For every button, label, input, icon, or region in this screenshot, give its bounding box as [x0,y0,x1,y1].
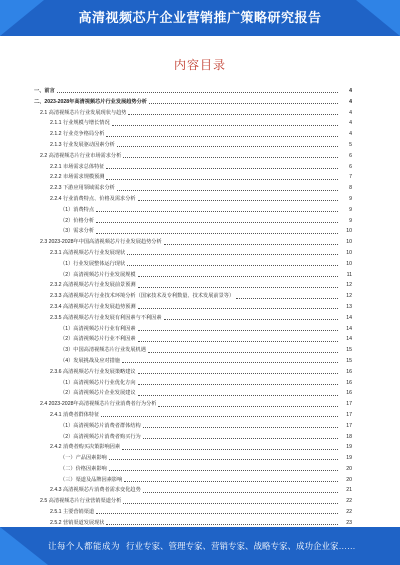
toc-leader-dots [128,113,338,115]
toc-entry-page: 4 [349,120,352,127]
toc-leader-dots [109,458,338,460]
toc-entry-page: 17 [346,422,352,429]
toc-leader-dots [143,437,338,439]
toc-entry-label: （1）行业发展整体运行现状 [60,260,126,267]
toc-entry[interactable] [34,421,352,432]
toc-entry-label: 2.5.1 主要营销渠道 [50,509,95,516]
footer-slogan-left: 让每个人都能成为 [48,541,121,551]
toc-entry-label: 2.3.2 高清视频芯片行业发展前景预测 [50,282,136,289]
toc-entry[interactable] [34,410,352,421]
toc-entry[interactable] [34,453,352,464]
toc-entry-label: （1）消费特点 [60,206,95,213]
toc-entry-page: 15 [346,347,352,354]
toc-leader-dots [138,340,338,342]
toc-entry[interactable] [34,259,352,270]
toc-entry[interactable] [34,118,352,129]
toc-entry-page: 16 [346,379,352,386]
toc-entry[interactable] [34,324,352,335]
toc-entry-page: 14 [346,325,352,332]
report-title: 高清视频芯片企业营销推广策略研究报告 [78,10,322,25]
toc-entry-label: （2）高清视频芯片行业发展规模 [60,271,136,278]
toc-leader-dots [112,124,338,126]
toc-entry-page: 14 [346,336,352,343]
toc-entry[interactable] [34,464,352,475]
toc-entry[interactable] [34,86,352,97]
toc-entry-page: 17 [346,411,352,418]
toc-entry[interactable] [34,237,352,248]
toc-leader-dots [122,361,338,363]
toc-entry[interactable] [34,291,352,302]
toc-entry-label: （4）发展挑战及应对措施 [60,357,120,364]
header-banner [0,0,400,36]
toc-entry-page: 11 [346,271,352,278]
toc-entry-label: 二、2023-2028年高清视频芯片行业发展趋势分析 [34,98,147,105]
toc-entry-label: 一、前言 [34,88,55,94]
toc-entry-page: 8 [349,185,352,192]
toc-entry-page: 21 [346,487,352,494]
toc-leader-dots [101,415,338,417]
toc-leader-dots [236,297,338,299]
toc-entry-label: （3）需求分析 [60,228,95,235]
toc-entry-page: 12 [346,293,352,300]
toc-entry-label: 2.4.3 高清视频芯片消费者需求变化趋势 [50,487,141,494]
toc-entry[interactable] [34,108,352,119]
toc-entry-page: 10 [346,260,352,267]
toc-entry-label: （二）价格因素影响 [60,465,107,472]
toc-entry[interactable] [34,270,352,281]
toc-entry-page: 10 [346,228,352,235]
table-of-contents [34,86,352,539]
toc-entry-page: 14 [346,314,352,321]
toc-leader-dots [96,512,338,514]
toc-entry[interactable] [34,485,352,496]
toc-leader-dots [138,329,338,331]
toc-entry-page: 19 [346,444,352,451]
toc-entry-label: （一）产品因素影响 [60,455,107,462]
toc-entry-page: 22 [346,509,352,516]
toc-entry[interactable] [34,183,352,194]
toc-entry-label: （2）高清视频芯片消费者购买行为 [60,433,141,440]
toc-entry-page: 10 [346,239,352,246]
toc-entry[interactable] [34,442,352,453]
toc-entry-page: 10 [346,249,352,256]
toc-entry-page: 20 [346,465,352,472]
toc-leader-dots [106,167,338,169]
footer-slogan-right: 行业专家、管理专家、营销专家、战略专家、成功企业家…… [126,541,356,551]
toc-entry-label: 2.1.2 行业竞争格局分析 [50,131,105,138]
toc-entry-page: 4 [349,88,352,94]
toc-leader-dots [149,102,338,104]
toc-leader-dots [96,210,338,212]
toc-leader-dots [138,383,338,385]
toc-entry-label: 2.2.2 市场需求规模预测 [50,174,105,181]
toc-entry[interactable] [34,140,352,151]
toc-entry-page: 4 [349,98,352,105]
toc-entry[interactable] [34,194,352,205]
toc-entry[interactable] [34,162,352,173]
toc-entry-label: 2.2.1 市场需求总体特征 [50,163,105,170]
toc-entry[interactable] [34,280,352,291]
toc-leader-dots [123,156,338,158]
toc-entry[interactable] [34,151,352,162]
toc-leader-dots [164,243,338,245]
toc-entry[interactable] [34,97,352,108]
toc-leader-dots [127,264,338,266]
toc-entry-page: 6 [349,163,352,170]
toc-entry-page: 6 [349,152,352,159]
toc-leader-dots [122,448,338,450]
toc-entry-page: 7 [349,174,352,181]
toc-entry-label: 2.3.4 高清视频芯片行业发展趋势预测 [50,303,136,310]
toc-entry-label: 2.2.4 行业消费特点、价格及需求分析 [50,195,136,202]
toc-entry[interactable] [34,334,352,345]
toc-leader-dots [109,469,338,471]
toc-entry-label: （三）渠道及品牌因素影响 [60,476,123,483]
toc-entry-label: （2）高清视频芯片企业发展建议 [60,390,136,397]
toc-entry-page: 4 [349,131,352,138]
toc-entry-page: 4 [349,109,352,116]
toc-entry-page: 20 [346,476,352,483]
toc-entry[interactable] [34,475,352,486]
toc-entry-label: 2.3.6 高清视频芯片行业发展策略建议 [50,368,136,375]
toc-entry-label: 2.3.5 高清视频芯片行业发展有利因素与不利因素 [50,314,162,321]
toc-entry-label: 2.4.2 消费者购买决策影响因素 [50,444,121,451]
toc-entry[interactable] [34,302,352,313]
toc-entry[interactable] [34,226,352,237]
toc-leader-dots [143,491,338,493]
toc-entry-page: 9 [349,206,352,213]
toc-entry[interactable] [34,172,352,183]
toc-leader-dots [138,307,338,309]
toc-entry-page: 13 [346,303,352,310]
footer-banner [0,527,400,565]
toc-entry-label: （1）高清视频芯片行业优化方向 [60,379,136,386]
toc-entry-page: 16 [346,390,352,397]
toc-entry-label: （1）高清视频芯片行业有利因素 [60,325,136,332]
toc-entry-label: 2.4.1 消费者群体特征 [50,411,100,418]
toc-entry-page: 16 [346,368,352,375]
toc-leader-dots [117,189,338,191]
toc-entry-label: 2.3 2023-2028年中国高清视频芯片行业发展趋势分析 [40,239,162,246]
toc-leader-dots [158,405,338,407]
toc-entry-label: 2.3.3 高清视频芯片行业技术环境分析（国家技术及专利数量、技术发展前景等） [50,293,235,300]
toc-entry[interactable] [34,345,352,356]
toc-entry-page: 15 [346,357,352,364]
toc-entry-label: （1）高清视频芯片消费者群体结构 [60,422,141,429]
toc-entry[interactable] [34,248,352,259]
toc-entry-label: 2.5 高清视频芯片行业营销渠道分析 [40,498,122,505]
toc-leader-dots [138,394,338,396]
toc-entry[interactable] [34,378,352,389]
toc-entry-page: 19 [346,455,352,462]
toc-entry[interactable] [34,205,352,216]
toc-entry[interactable] [34,313,352,324]
toc-entry-label: （3）中国高清视频芯片行业发展机遇 [60,347,146,354]
footer-ribbon-left [0,527,48,565]
toc-entry[interactable] [34,432,352,443]
toc-leader-dots [138,275,338,277]
toc-leader-dots [164,318,338,320]
toc-leader-dots [106,523,338,525]
toc-entry-label: 2.3.1 高清视频芯片行业发展现状 [50,249,126,256]
toc-leader-dots [143,426,338,428]
toc-entry[interactable] [34,496,352,507]
toc-entry[interactable] [34,367,352,378]
toc-leader-dots [96,221,338,223]
toc-leader-dots [138,286,338,288]
toc-heading: 内容目录 [173,58,226,72]
toc-entry[interactable] [34,216,352,227]
toc-entry-page: 17 [346,401,352,408]
toc-entry-label: 2.1.1 行业规模与增长情况 [50,120,110,127]
toc-entry[interactable] [34,356,352,367]
toc-leader-dots [148,351,338,353]
toc-entry-page: 9 [349,195,352,202]
toc-entry-page: 22 [346,498,352,505]
toc-leader-dots [117,145,338,147]
toc-entry[interactable] [34,129,352,140]
toc-entry-label: 2.2.3 下游应用领域需求分析 [50,185,115,192]
toc-leader-dots [127,253,338,255]
toc-entry-page: 5 [349,141,352,148]
toc-leader-dots [124,480,338,482]
toc-entry-page: 9 [349,217,352,224]
toc-entry-label: （2）高清视频芯片行业不利因素 [60,336,136,343]
toc-entry-label: 2.2 高清视频芯片行业市场需求分析 [40,152,122,159]
toc-leader-dots [96,232,338,234]
toc-entry-page: 12 [346,282,352,289]
toc-leader-dots [138,199,338,201]
toc-entry-page: 23 [346,519,352,526]
toc-entry[interactable] [34,399,352,410]
toc-leader-dots [106,135,338,137]
toc-leader-dots [123,502,338,504]
toc-entry[interactable] [34,388,352,399]
toc-entry-page: 18 [346,433,352,440]
toc-leader-dots [57,91,338,93]
toc-entry-label: 2.4 2023-2028年高清视频芯片行业消费者行为分析 [40,401,157,408]
toc-entry-label: 2.1 高清视频芯片行业发展现状与趋势 [40,109,127,116]
toc-entry[interactable] [34,507,352,518]
toc-leader-dots [138,372,338,374]
toc-entry-label: （2）价格分析 [60,217,95,224]
toc-entry-label: 2.5.2 营销渠道发展现状 [50,519,105,526]
toc-entry-label: 2.1.3 行业发展驱动因素分析 [50,141,115,148]
toc-leader-dots [106,178,338,180]
